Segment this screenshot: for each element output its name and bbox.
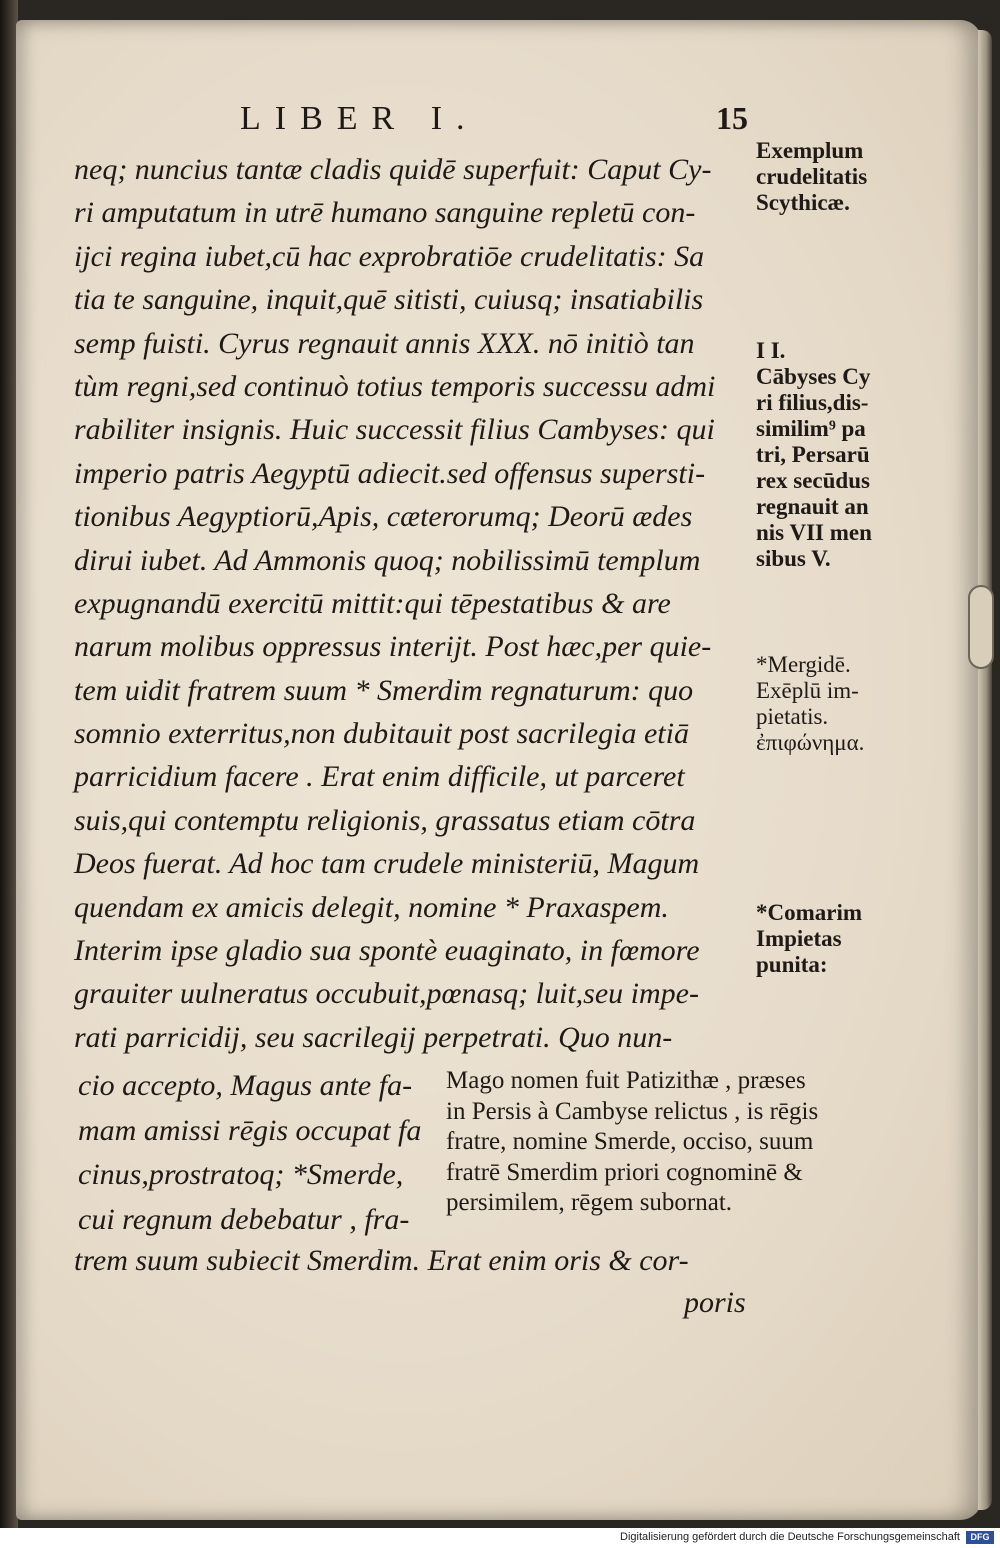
note-line: persimilem, rēgem subornat. (446, 1189, 733, 1217)
text-line: imperio patris Aegyptū adiecit.sed offensus supersti- (74, 456, 706, 490)
text-line: grauiter uulneratus occubuit,pœnasq; luit,seu impe- (74, 977, 699, 1011)
margin-note-comarim (756, 900, 862, 978)
margin-line: ἐπιφώνημα. (756, 730, 865, 755)
margin-line: *Mergidē. (756, 652, 851, 677)
footer-bar (0, 1528, 1000, 1548)
margin-line: sibus V. (756, 546, 831, 571)
text-line: semp fuisti. Cyrus regnauit annis XXX. nō initiò tan (74, 326, 695, 360)
page-edge (978, 30, 992, 1510)
text-line: Interim ipse gladio sua spontè euaginato, in fœmore (74, 934, 700, 968)
running-header: LIBER I. (240, 100, 479, 137)
main-text-block (74, 148, 715, 1059)
margin-line: Impietas (756, 926, 842, 951)
text-line: expugnandū exercitū mittit:qui tēpestatibus & are (74, 586, 671, 620)
note-line: Mago nomen fuit Patizithæ , præses (446, 1067, 806, 1094)
text-line: Deos fuerat. Ad hoc tam crudele ministeriū, Magum (74, 847, 700, 881)
inset-text-block (78, 1064, 421, 1242)
text-line: parricidium facere . Erat enim difficile, ut parceret (74, 760, 685, 794)
margin-line: crudelitatis (756, 164, 868, 189)
text-line: somnio exterritus,non dubitauit post sacrilegia etiā (74, 717, 689, 751)
text-line: mam amissi rēgis occupat fa (78, 1113, 422, 1147)
text-line: rabiliter insignis. Huic successit filius Cambyses: qui (74, 413, 715, 447)
margin-line: rex secūdus (756, 468, 870, 493)
margin-line: I I. (756, 338, 786, 363)
text-line: cui regnum debebatur , fra- (78, 1202, 410, 1236)
margin-note-cambyses (756, 338, 872, 572)
text-line: neq; nuncius tantæ cladis quidē superfuit: Caput Cy- (74, 153, 712, 186)
margin-line: pietatis. (756, 704, 829, 729)
text-line: quendam ex amicis delegit, nomine * Praxaspem. (74, 890, 669, 924)
note-line: in Persis à Cambyse relictus , is rēgis (446, 1097, 819, 1125)
text-line: cio accepto, Magus ante fa- (78, 1069, 413, 1102)
funding-notice: Digitalisierung gefördert durch die Deutsche Forschungsgemeinschaft (620, 1531, 960, 1543)
catchword: poris (684, 1286, 746, 1319)
page-number: 15 (716, 100, 748, 136)
margin-note-mergide (756, 652, 864, 756)
text-line: ri amputatum in utrē humano sanguine repletū con- (74, 196, 696, 230)
text-line: tùm regni,sed continuò totius temporis successu admi (74, 369, 716, 403)
margin-line: Cābyses Cy (756, 364, 871, 389)
page-clip-mark (968, 585, 994, 669)
margin-line: Exēplū im- (756, 678, 859, 703)
margin-line: *Comarim (756, 900, 863, 925)
margin-line: Scythicæ. (756, 190, 850, 215)
margin-line: regnauit an (756, 494, 869, 519)
margin-line: similim⁹ pa (756, 416, 866, 441)
text-line: ijci regina iubet,cū hac exprobratiōe crudelitatis: Sa (74, 239, 705, 273)
text-line: cinus,prostratoq; *Smerde, (78, 1158, 404, 1191)
margin-line: tri, Persarū (756, 442, 870, 467)
margin-line: Exemplum (756, 138, 864, 163)
note-line: fratrē Smerdim priori cognominē & (446, 1158, 803, 1186)
margin-line: punita: (756, 952, 828, 977)
text-line: rati parricidij, seu sacrilegij perpetrati. Quo nun- (74, 1020, 673, 1054)
text-line: dirui iubet. Ad Ammonis quoq; nobilissimū templum (74, 543, 701, 577)
text-line: suis,qui contemptu religionis, grassatus etiam cōtra (74, 803, 696, 837)
text-line: tia te sanguine, inquit,quē sitisti, cuiusq; insatiabilis (74, 283, 704, 317)
final-text-line: trem suum subiecit Smerdim. Erat enim oris & cor- (74, 1244, 689, 1277)
note-line: fratre, nomine Smerde, occiso, suum (446, 1128, 814, 1156)
text-line: tem uidit fratrem suum * Smerdim regnaturum: quo (74, 673, 694, 707)
embedded-note (446, 1066, 818, 1219)
margin-line: ri filius,dis- (756, 390, 869, 415)
dfg-logo: DFG (966, 1531, 994, 1544)
text-line: narum molibus oppressus interijt. Post hæc,per quie- (74, 630, 712, 664)
margin-note-exemplum (756, 138, 867, 216)
text-line: tionibus Aegyptiorū,Apis, cæterorumq; Deorū ædes (74, 500, 693, 534)
margin-line: nis VII men (756, 520, 872, 545)
